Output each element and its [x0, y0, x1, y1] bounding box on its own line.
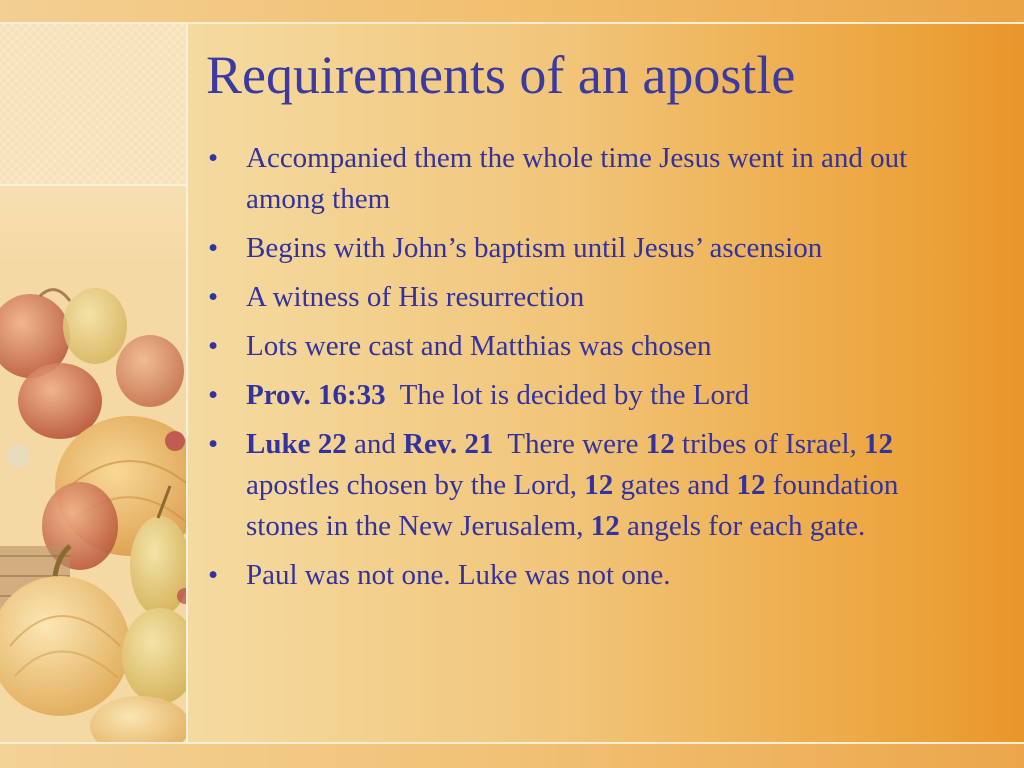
bullet-marker: • — [208, 232, 219, 264]
bullet-item — [206, 138, 976, 220]
bullet-text: apostles chosen by the Lord, — [246, 428, 901, 501]
textured-panel — [0, 24, 186, 184]
bottom-band — [0, 744, 1024, 768]
bullet-marker: • — [208, 379, 219, 411]
bullet-item — [206, 326, 976, 367]
vertical-divider — [186, 24, 188, 742]
bullet-item — [206, 375, 976, 416]
bullet-emphasis: Rev. 21 — [403, 428, 494, 460]
bullet-text: A witness of His resurrection — [246, 281, 585, 313]
bullet-text: There were — [493, 428, 646, 460]
bullet-text: and — [346, 428, 404, 460]
slide-title: Requirements of an apostle — [206, 45, 796, 105]
bullet-text: tribes of Israel, — [674, 428, 865, 460]
harvest-fruit-image — [0, 186, 186, 742]
bullet-item — [206, 277, 976, 318]
bullet-emphasis: 12 — [590, 510, 620, 542]
bullet-item — [206, 555, 976, 596]
bullet-text: Lots were cast and Matthias was chosen — [246, 330, 712, 362]
bullet-marker: • — [208, 142, 219, 174]
bullet-emphasis: Prov. 16:33 — [246, 379, 386, 411]
bullet-emphasis: 12 — [736, 469, 766, 501]
bullet-emphasis: 12 — [645, 428, 675, 460]
top-band — [0, 0, 1024, 22]
bullet-text: gates and — [613, 469, 737, 501]
bullet-item — [206, 424, 976, 547]
bullet-emphasis: 12 — [584, 469, 614, 501]
bullet-marker: • — [208, 559, 219, 591]
bullet-text: Paul was not one. Luke was not one. — [246, 559, 671, 591]
bullet-marker: • — [208, 330, 219, 362]
bullet-emphasis: Luke 22 — [246, 428, 347, 460]
bullet-emphasis: 12 — [864, 428, 894, 460]
bullet-text: foundation stones in the New Jerusalem, — [246, 469, 906, 542]
bullet-marker: • — [208, 281, 219, 313]
bullet-item — [206, 228, 976, 269]
bullet-text: The lot is decided by the Lord — [385, 379, 750, 411]
bullet-list — [206, 138, 976, 604]
bullet-marker: • — [208, 428, 219, 460]
bullet-text: Begins with John’s baptism until Jesus’ ascension — [246, 232, 823, 264]
bullet-text: angels for each gate. — [619, 510, 866, 542]
bullet-text: Accompanied them the whole time Jesus went in and out among them — [246, 142, 915, 215]
